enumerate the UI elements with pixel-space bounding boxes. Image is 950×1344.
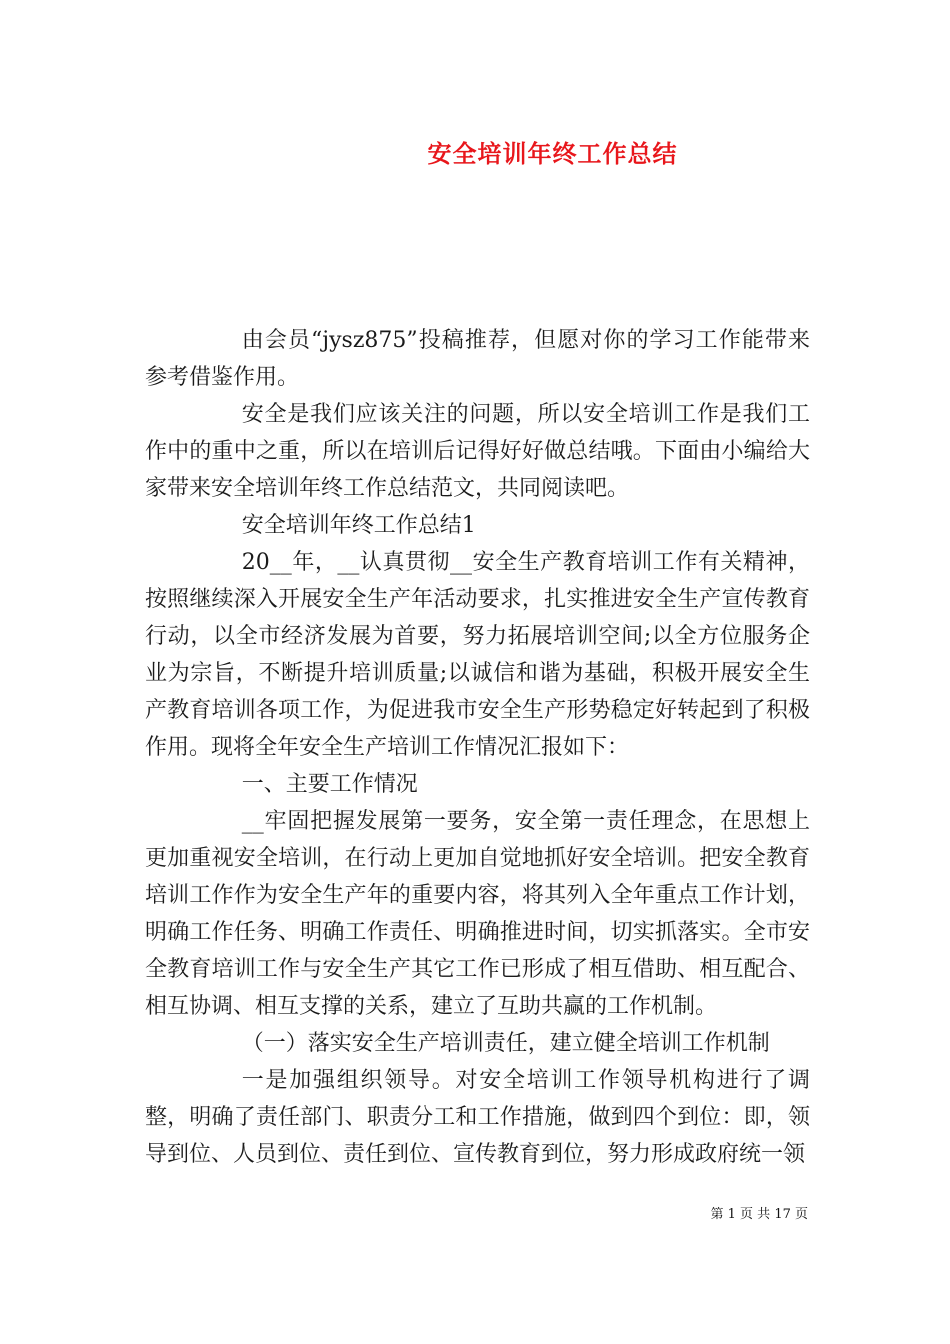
document-title: 安全培训年终工作总结: [427, 139, 678, 168]
paragraph-main-work: __牢固把握发展第一要务，安全第一责任理念，在思想上更加重视安全培训，在行动上更加自觉地抓好安全培训。把安全教育培训工作作为安全生产年的重要内容，将其列入全年重点工作计划，明确工作任务、明确工作责任、明确推进时间，切实抓落实。全市安全教育培训工作与安全生产其它工作已形成了相互借助、相互配合、相互协调、相互支撑的关系，建立了互助共赢的工作机制。: [145, 809, 810, 1019]
subsection-heading-1: （一）落实安全生产培训责任，建立健全培训工作机制: [241, 1031, 770, 1056]
section-heading-main-work: 一、主要工作情况: [241, 772, 418, 797]
section-heading-1: 安全培训年终工作总结1: [241, 513, 476, 538]
document-body: [145, 322, 810, 1173]
paragraph-leadership: 一是加强组织领导。对安全培训工作领导机构进行了调整，明确了责任部门、职责分工和工作措施，做到四个到位：即，领导到位、人员到位、责任到位、宣传教育到位，努力形成政府统一领: [145, 1068, 810, 1167]
paragraph-intro: 由会员“jysz875”投稿推荐，但愿对你的学习工作能带来参考借鉴作用。: [145, 328, 810, 390]
paragraph-overview: 20__年，__认真贯彻__安全生产教育培训工作有关精神，按照继续深入开展安全生产年活动要求，扎实推进安全生产宣传教育行动，以全市经济发展为首要，努力拓展培训空间;以全方位服务企业为宗旨，不断提升培训质量;以诚信和谐为基础，积极开展安全生产教育培训各项工作，为促进我市安全生产形势稳定好转起到了积极作用。现将全年安全生产培训工作情况汇报如下：: [145, 550, 810, 760]
page-number: 第 1 页 共 17 页: [710, 1207, 808, 1222]
paragraph-preface: 安全是我们应该关注的问题，所以安全培训工作是我们工作中的重中之重，所以在培训后记得好好做总结哦。下面由小编给大家带来安全培训年终工作总结范文，共同阅读吧。: [145, 402, 810, 501]
